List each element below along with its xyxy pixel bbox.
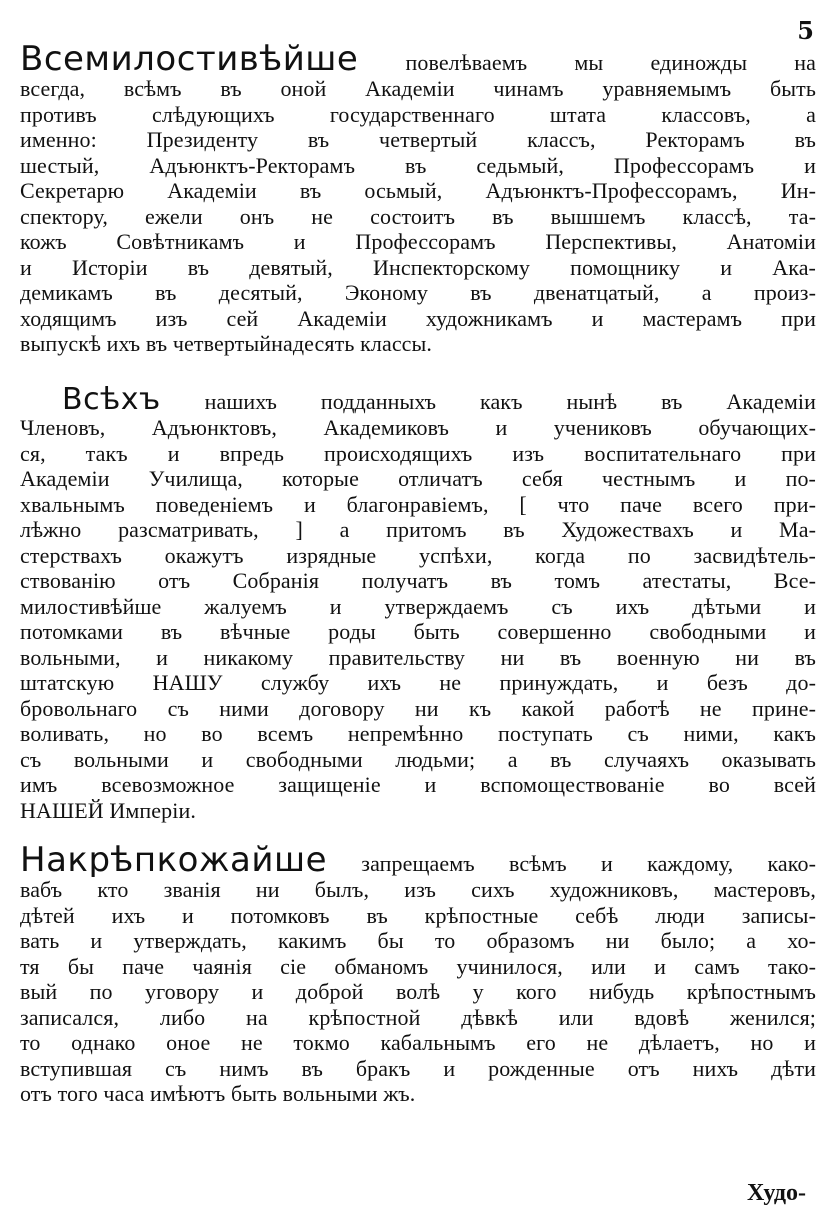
paragraph-line: дѣтей ихъ и потомковъ въ крѣпостные себѣ люди записы- bbox=[20, 902, 816, 928]
paragraph-line: противъ слѣдующихъ государственнаго штата классовъ, а bbox=[20, 101, 816, 127]
paragraph-line bbox=[20, 42, 816, 76]
paragraph-line: Секретарю Академiи въ осьмый, Адъюнктъ-Профессорамъ, Ин- bbox=[20, 178, 816, 203]
paragraph-line: вольными, и никакому правительству ни въ военную ни въ bbox=[20, 644, 816, 670]
paragraph-line: имъ всевозможное защищенiе и вспомоществованiе во всей bbox=[20, 772, 816, 797]
paragraph-line: штатскую НАШУ службу ихъ не принуждать, и безъ до- bbox=[20, 670, 816, 695]
paragraph-first-line-text: нашихъ подданныхъ какъ нынѣ въ Академiи bbox=[160, 389, 816, 414]
paragraph-line: вабъ кто званiя ни былъ, изъ сихъ художниковъ, мастеровъ, bbox=[20, 877, 816, 902]
paragraph-line bbox=[20, 843, 816, 877]
paragraph-line: всегда, всѣмъ въ оной Академiи чинамъ уравняемымъ быть bbox=[20, 76, 816, 101]
paragraph-line: вать и утверждать, какимъ бы то образомъ ни было; а хо- bbox=[20, 928, 816, 953]
paragraph-3 bbox=[20, 843, 816, 1107]
paragraph-lead-word: Всемилостивѣйше bbox=[20, 42, 359, 76]
paragraph-line: Академiи Училища, которые отличатъ себя честнымъ и по- bbox=[20, 466, 816, 491]
paragraph-line: отъ того часа имѣютъ быть вольными жъ. bbox=[20, 1081, 416, 1106]
paragraph-lead-word: Всѣхъ bbox=[62, 385, 161, 415]
paragraph-first-line-text: повелѣваемъ мы единожды на bbox=[358, 50, 816, 75]
paragraph-line: именно: Президенту въ четвертый классъ, Ректорамъ въ bbox=[20, 127, 816, 152]
paragraph-line: воливать, но во всемъ непремѣнно поступать съ ними, какъ bbox=[20, 721, 816, 746]
paragraph-1 bbox=[20, 42, 816, 357]
paragraph-line bbox=[20, 385, 816, 415]
paragraph-line: съ вольными и свободными людьми; а въ случаяхъ оказывать bbox=[20, 746, 816, 772]
paragraph-line: лѣжно разсматривать, ] а притомъ въ Художествахъ и Ма- bbox=[20, 517, 816, 542]
paragraph-line: ствованiю отъ Собранiя получатъ въ томъ атестаты, Все- bbox=[20, 568, 816, 593]
paragraph-line: записался, либо на крѣпостной дѣвкѣ или вдовѣ женился; bbox=[20, 1004, 816, 1030]
paragraph-line: стерствахъ окажутъ изрядные успѣхи, когда по засвидѣтель- bbox=[20, 542, 816, 568]
paragraph-line: спектору, ежели онъ не состоитъ въ вышшемъ классѣ, та- bbox=[20, 203, 816, 229]
paragraph-lead-word: Накрѣпкожайше bbox=[20, 843, 328, 877]
paragraph-line: то однако оное не токмо кабальнымъ его не дѣлаетъ, но и bbox=[20, 1030, 816, 1055]
paragraph-line: вступившая съ нимъ въ бракъ и рожденные отъ нихъ дѣти bbox=[20, 1055, 816, 1081]
paragraph-line: демикамъ въ десятый, Эконому въ двенатцатый, а произ- bbox=[20, 280, 816, 305]
page-number: 5 bbox=[797, 16, 814, 45]
paragraph-line: бровольнаго съ ними договору ни къ какой работѣ не прине- bbox=[20, 695, 816, 721]
paragraph-first-line-text: запрещаемъ всѣмъ и каждому, како- bbox=[327, 851, 816, 876]
paragraph-line: и Исторiи въ девятый, Инспекторскому помощнику и Ака- bbox=[20, 254, 816, 280]
paragraph-line: вый по уговору и доброй волѣ у кого нибудь крѣпостнымъ bbox=[20, 979, 816, 1004]
paragraph-line: ходящимъ изъ сей Академiи художникамъ и мастерамъ при bbox=[20, 305, 816, 331]
catchword: Худо- bbox=[746, 1180, 806, 1206]
paragraph-line: шестый, Адъюнктъ-Ректорамъ въ седьмый, Профессорамъ и bbox=[20, 152, 816, 178]
paragraph-line: НАШЕЙ Имперiи. bbox=[20, 797, 196, 823]
paragraph-line: кожъ Совѣтникамъ и Профессорамъ Перспективы, Анатомiи bbox=[20, 229, 816, 254]
paragraph-2 bbox=[20, 385, 816, 823]
paragraph-line: ся, такъ и впредь происходящихъ изъ воспитательнаго при bbox=[20, 440, 816, 466]
paragraph-line: тя бы паче чаянiя сiе обманомъ учинилося, или и самъ тако- bbox=[20, 953, 816, 979]
paragraph-line: хвальнымъ поведенiемъ и благонравiемъ, [ что паче всего при- bbox=[20, 491, 816, 517]
paragraph-line: потомками въ вѣчные роды быть совершенно свободными и bbox=[20, 619, 816, 644]
paragraph-line: выпускѣ ихъ въ четвертыйнадесять классы. bbox=[20, 331, 433, 356]
paragraph-line: милостивѣйше жалуемъ и утверждаемъ съ ихъ дѣтьми и bbox=[20, 593, 816, 619]
paragraph-line: Членовъ, Адъюнктовъ, Академиковъ и учениковъ обучающих- bbox=[20, 415, 816, 440]
